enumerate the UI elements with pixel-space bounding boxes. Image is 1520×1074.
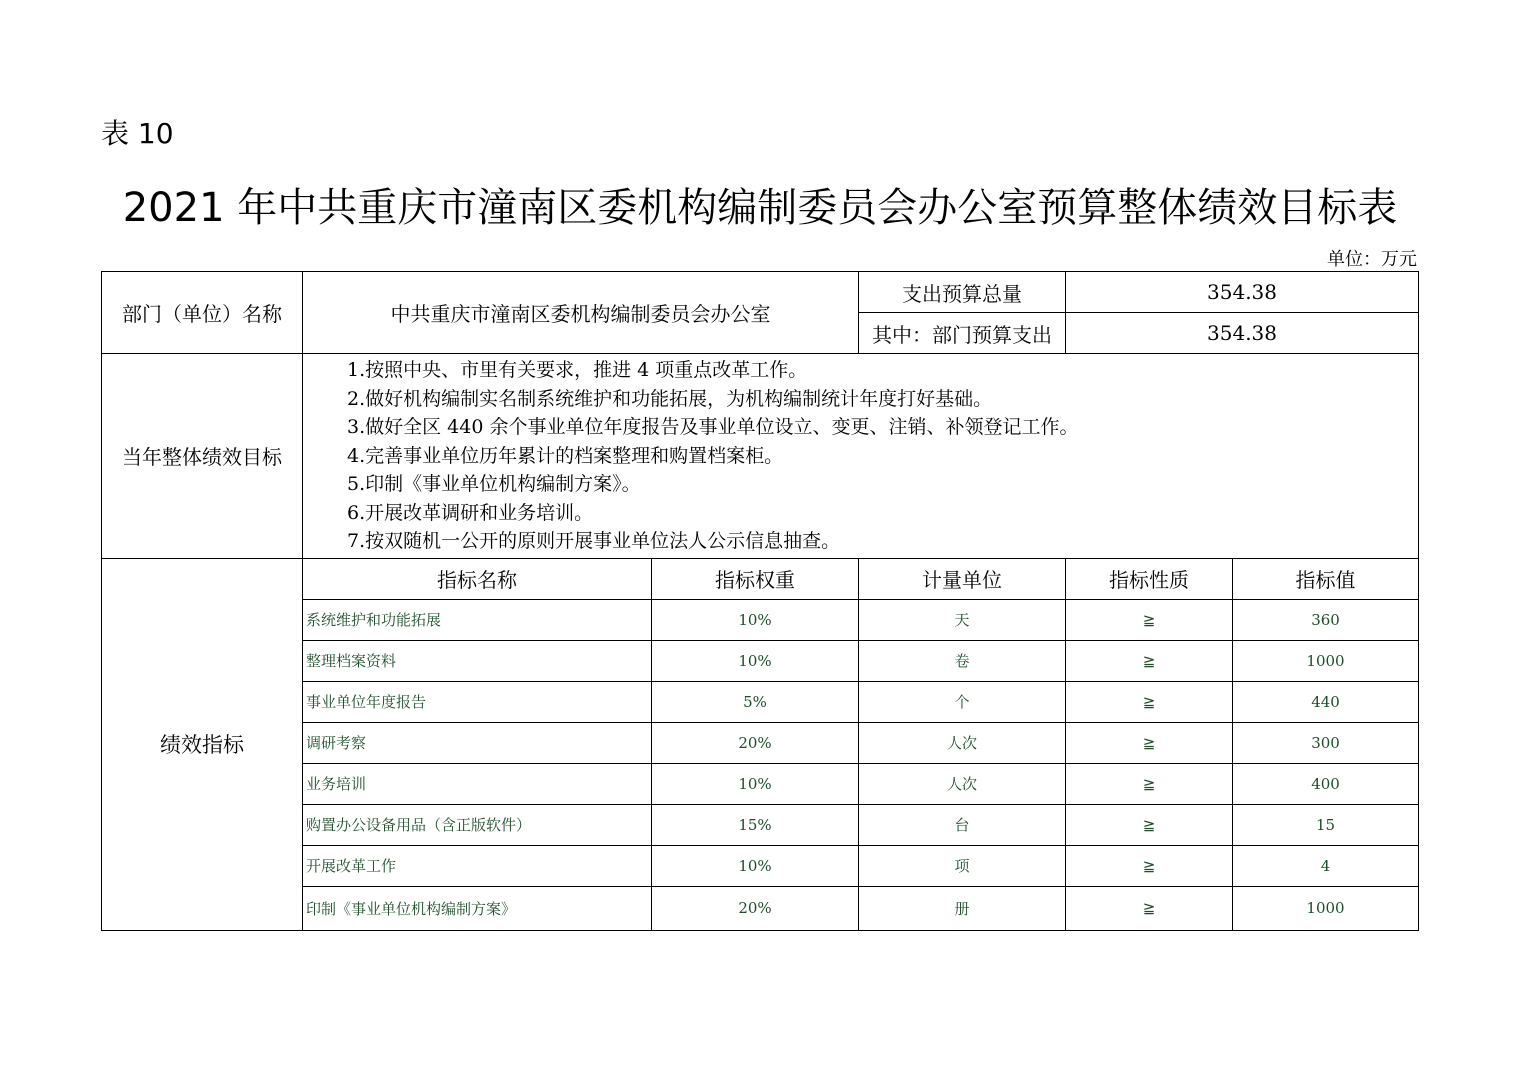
column-header: 指标名称 (303, 558, 652, 599)
total-budget-label: 支出预算总量 (859, 272, 1066, 313)
indicator-unit: 人次 (859, 722, 1066, 763)
indicator-weight: 10% (652, 845, 859, 886)
indicator-weight: 10% (652, 599, 859, 640)
column-header: 指标性质 (1066, 558, 1233, 599)
goal-item: 2.做好机构编制实名制系统维护和功能拓展，为机构编制统计年度打好基础。 (347, 387, 993, 410)
goal-item: 3.做好全区 440 余个事业单位年度报告及事业单位设立、变更、注销、补领登记工作。 (347, 416, 1079, 438)
indicator-name: 业务培训 (303, 763, 652, 804)
indicator-weight: 15% (652, 804, 859, 845)
indicator-name: 调研考察 (303, 722, 652, 763)
goal-item: 6.开展改革调研和业务培训。 (347, 501, 594, 524)
indicator-value: 440 (1233, 681, 1419, 722)
goal-item: 5.印制《事业单位机构编制方案》。 (347, 473, 641, 495)
indicator-nature: ≧ (1066, 599, 1233, 640)
dept-name: 中共重庆市潼南区委机构编制委员会办公室 (303, 272, 859, 354)
goals-label: 当年整体绩效目标 (102, 354, 303, 559)
header-row-1 (102, 272, 1419, 313)
indicator-value: 1000 (1233, 640, 1419, 681)
indicator-weight: 10% (652, 640, 859, 681)
indicator-value: 300 (1233, 722, 1419, 763)
table-number: 表 10 (101, 117, 174, 150)
indicator-nature: ≧ (1066, 681, 1233, 722)
dept-budget-label: 其中：部门预算支出 (859, 313, 1066, 354)
indicator-weight: 10% (652, 763, 859, 804)
indicators-label: 绩效指标 (102, 558, 303, 930)
dept-budget-value: 354.38 (1066, 313, 1419, 354)
indicator-weight: 20% (652, 886, 859, 930)
indicator-name: 系统维护和功能拓展 (303, 599, 652, 640)
indicator-name: 印制《事业单位机构编制方案》 (303, 886, 652, 930)
column-header: 计量单位 (859, 558, 1066, 599)
performance-target-table (101, 271, 1419, 931)
indicator-name: 整理档案资料 (303, 640, 652, 681)
indicator-header-row (102, 558, 1419, 599)
indicator-value: 15 (1233, 804, 1419, 845)
indicator-nature: ≧ (1066, 640, 1233, 681)
indicator-name: 购置办公设备用品（含正版软件） (303, 804, 652, 845)
goal-item: 7.按双随机一公开的原则开展事业单位法人公示信息抽查。 (347, 530, 841, 552)
indicator-nature: ≧ (1066, 804, 1233, 845)
indicator-nature: ≧ (1066, 722, 1233, 763)
goals-row (102, 354, 1419, 559)
indicator-value: 1000 (1233, 886, 1419, 930)
indicator-unit: 天 (859, 599, 1066, 640)
indicator-unit: 项 (859, 845, 1066, 886)
indicator-unit: 册 (859, 886, 1066, 930)
unit-note: 单位：万元 (1327, 249, 1417, 270)
indicator-name: 事业单位年度报告 (303, 681, 652, 722)
indicator-value: 4 (1233, 845, 1419, 886)
dept-label: 部门（单位）名称 (102, 272, 303, 354)
indicator-unit: 台 (859, 804, 1066, 845)
indicator-nature: ≧ (1066, 886, 1233, 930)
column-header: 指标值 (1233, 558, 1419, 599)
column-header: 指标权重 (652, 558, 859, 599)
goals-list (303, 354, 1419, 559)
goal-item: 4.完善事业单位历年累计的档案整理和购置档案柜。 (347, 444, 784, 467)
indicator-name: 开展改革工作 (303, 845, 652, 886)
goal-item: 1.按照中央、市里有关要求，推进 4 项重点改革工作。 (347, 359, 808, 381)
indicator-unit: 卷 (859, 640, 1066, 681)
document-title: 2021 年中共重庆市潼南区委机构编制委员会办公室预算整体绩效目标表 (122, 185, 1398, 231)
indicator-nature: ≧ (1066, 763, 1233, 804)
total-budget-value: 354.38 (1066, 272, 1419, 313)
indicator-nature: ≧ (1066, 845, 1233, 886)
indicator-value: 360 (1233, 599, 1419, 640)
indicator-unit: 个 (859, 681, 1066, 722)
indicator-value: 400 (1233, 763, 1419, 804)
indicator-unit: 人次 (859, 763, 1066, 804)
indicator-weight: 5% (652, 681, 859, 722)
indicator-weight: 20% (652, 722, 859, 763)
